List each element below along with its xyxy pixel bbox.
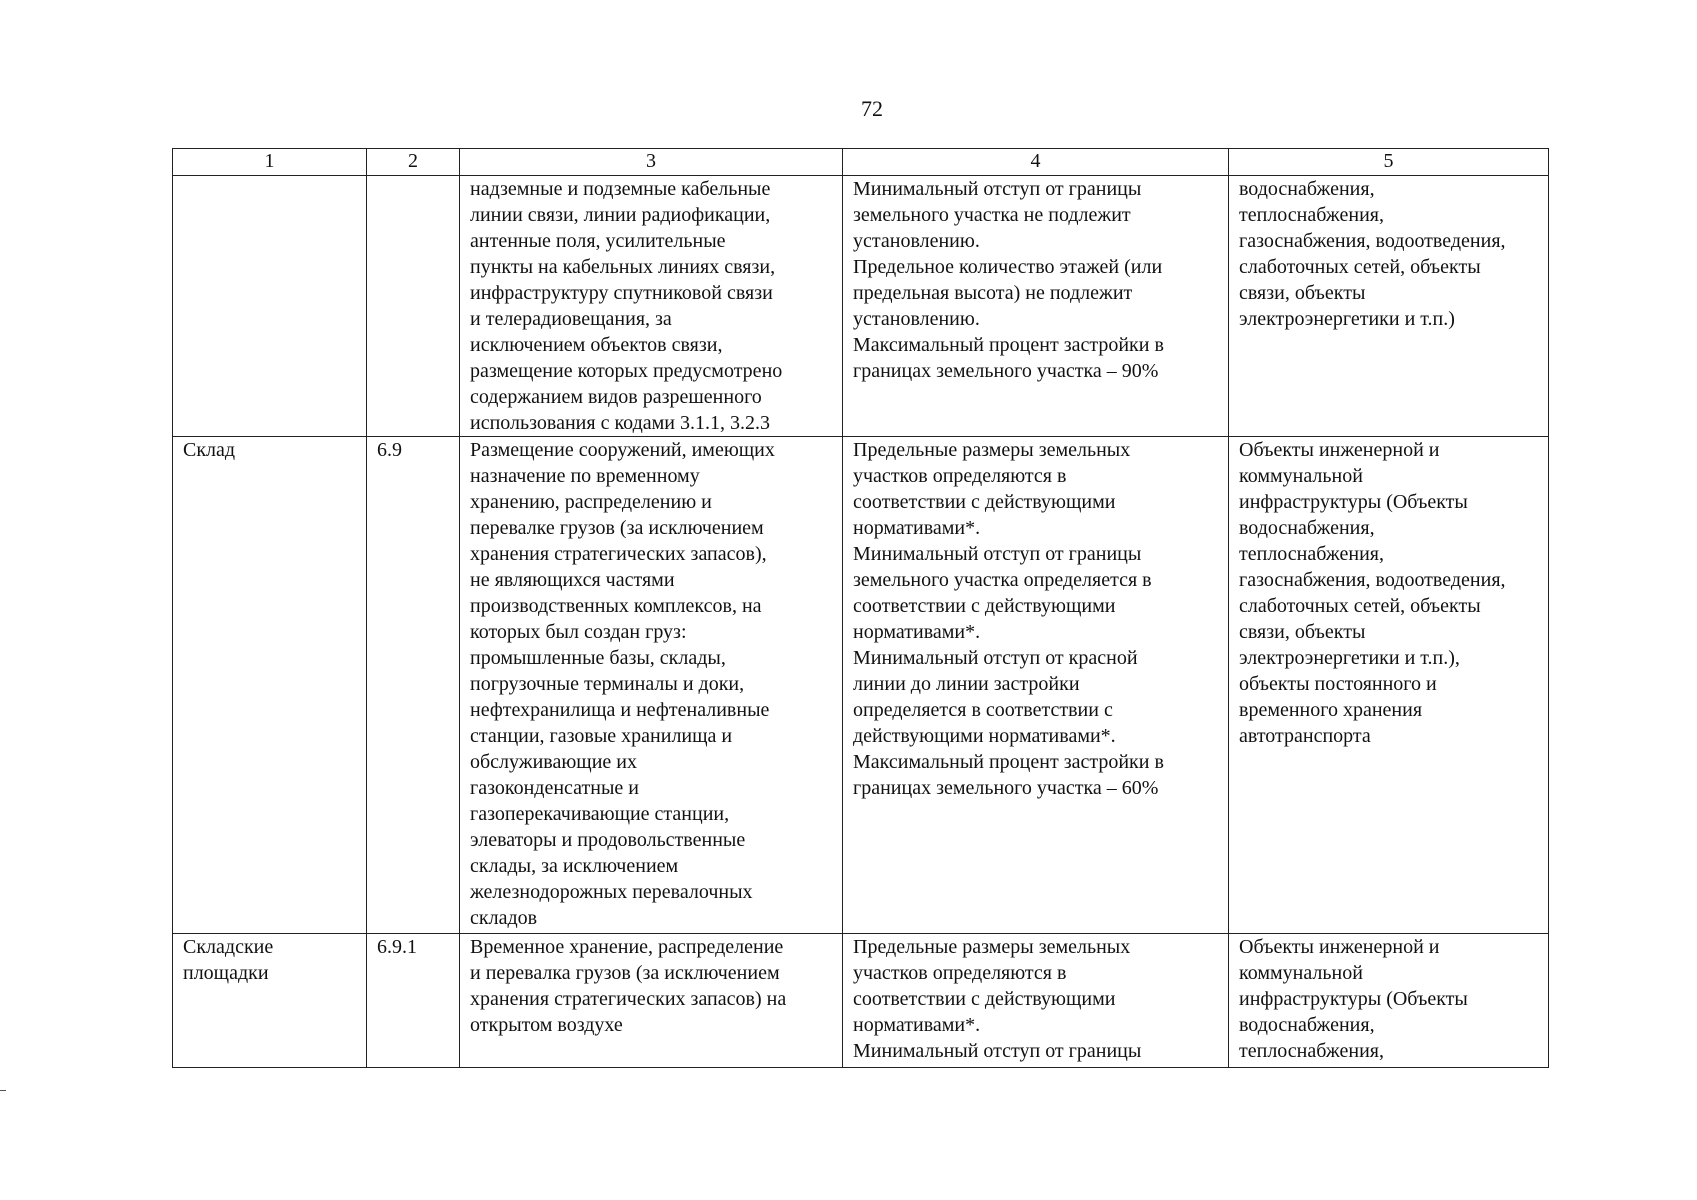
use-name-cell bbox=[173, 934, 367, 1068]
parameters-text: Предельные размеры земельных участков определяются в соответствии с действующими нормативами*. Минимальный отступ от границы bbox=[853, 936, 1142, 1062]
parameters-cell: Предельные размеры земельных участков определяются в соответствии с действующими нормативами*. Минимальный отступ от границы земельного участка определяется в соответствии с действующими нормативами*. Минимальный отступ от красной линии до линии застройки определяется в соответствии с действующими нормативами*. Максимальный процент застройки в границах земельного участка – 60% bbox=[843, 437, 1229, 934]
use-name-cell bbox=[173, 176, 367, 437]
use-code-cell: 6.9 bbox=[367, 437, 460, 934]
objects-cell bbox=[1229, 934, 1549, 1068]
use-description-cell: надземные и подземные кабельные линии связи, линии радиофикации, антенные поля, усилительные пункты на кабельных линиях связи, инфраструктуру спутниковой связи и телерадиовещания, за исключением объектов связи, размещение которых предусмотрено содержанием видов разрешенного использования с кодами 3.1.1, 3.2.3 bbox=[460, 176, 843, 437]
column-header-3: 3 bbox=[460, 149, 843, 176]
objects-cell: Объекты инженерной и коммунальной инфраструктуры (Объекты водоснабжения, теплоснабжения, газоснабжения, водоотведения, слаботочных сетей, объекты связи, объекты электроэнергетики и т.п.), объекты постоянного и временного хранения автотранспорта bbox=[1229, 437, 1549, 934]
use-code-text: 6.9.1 bbox=[377, 936, 417, 958]
use-name-cell: Склад bbox=[173, 437, 367, 934]
objects-text: Объекты инженерной и коммунальной инфраструктуры (Объекты водоснабжения, теплоснабжения, bbox=[1239, 936, 1468, 1062]
use-code-cell bbox=[367, 934, 460, 1068]
table-row bbox=[173, 934, 1549, 1068]
use-code-cell bbox=[367, 176, 460, 437]
column-header-5: 5 bbox=[1229, 149, 1549, 176]
column-header-1: 1 bbox=[173, 149, 367, 176]
use-description-cell bbox=[460, 934, 843, 1068]
use-description-cell: Размещение сооружений, имеющих назначение по временному хранению, распределению и перевалке грузов (за исключением хранения стратегических запасов), не являющихся частями производственных комплексов, на которых был создан груз: промышленные базы, склады, погрузочные терминалы и доки, нефтехранилища и нефтеналивные станции, газовые хранилища и обслуживающие их газоконденсатные и газоперекачивающие станции, элеваторы и продовольственные склады, за исключением железнодорожных перевалочных складов bbox=[460, 437, 843, 934]
use-name-text: Складские площадки bbox=[183, 936, 274, 984]
page-number: 72 bbox=[861, 96, 883, 121]
column-header-4: 4 bbox=[843, 149, 1229, 176]
table-header-row bbox=[173, 149, 1549, 176]
parameters-cell bbox=[843, 934, 1229, 1068]
table-row bbox=[173, 437, 1549, 934]
objects-cell: водоснабжения, теплоснабжения, газоснабжения, водоотведения, слаботочных сетей, объекты связи, объекты электроэнергетики и т.п.) bbox=[1229, 176, 1549, 437]
table-row bbox=[173, 176, 1549, 437]
use-description-text: Временное хранение, распределение и перевалка грузов (за исключением хранения стратегических запасов) на открытом воздухе bbox=[470, 936, 787, 1036]
parameters-cell: Минимальный отступ от границы земельного участка не подлежит установлению. Предельное количество этажей (или предельная высота) не подлежит установлению. Максимальный процент застройки в границах земельного участка – 90% bbox=[843, 176, 1229, 437]
land-use-table bbox=[172, 148, 1549, 1068]
column-header-2: 2 bbox=[367, 149, 460, 176]
scan-margin-mark bbox=[0, 1090, 6, 1091]
